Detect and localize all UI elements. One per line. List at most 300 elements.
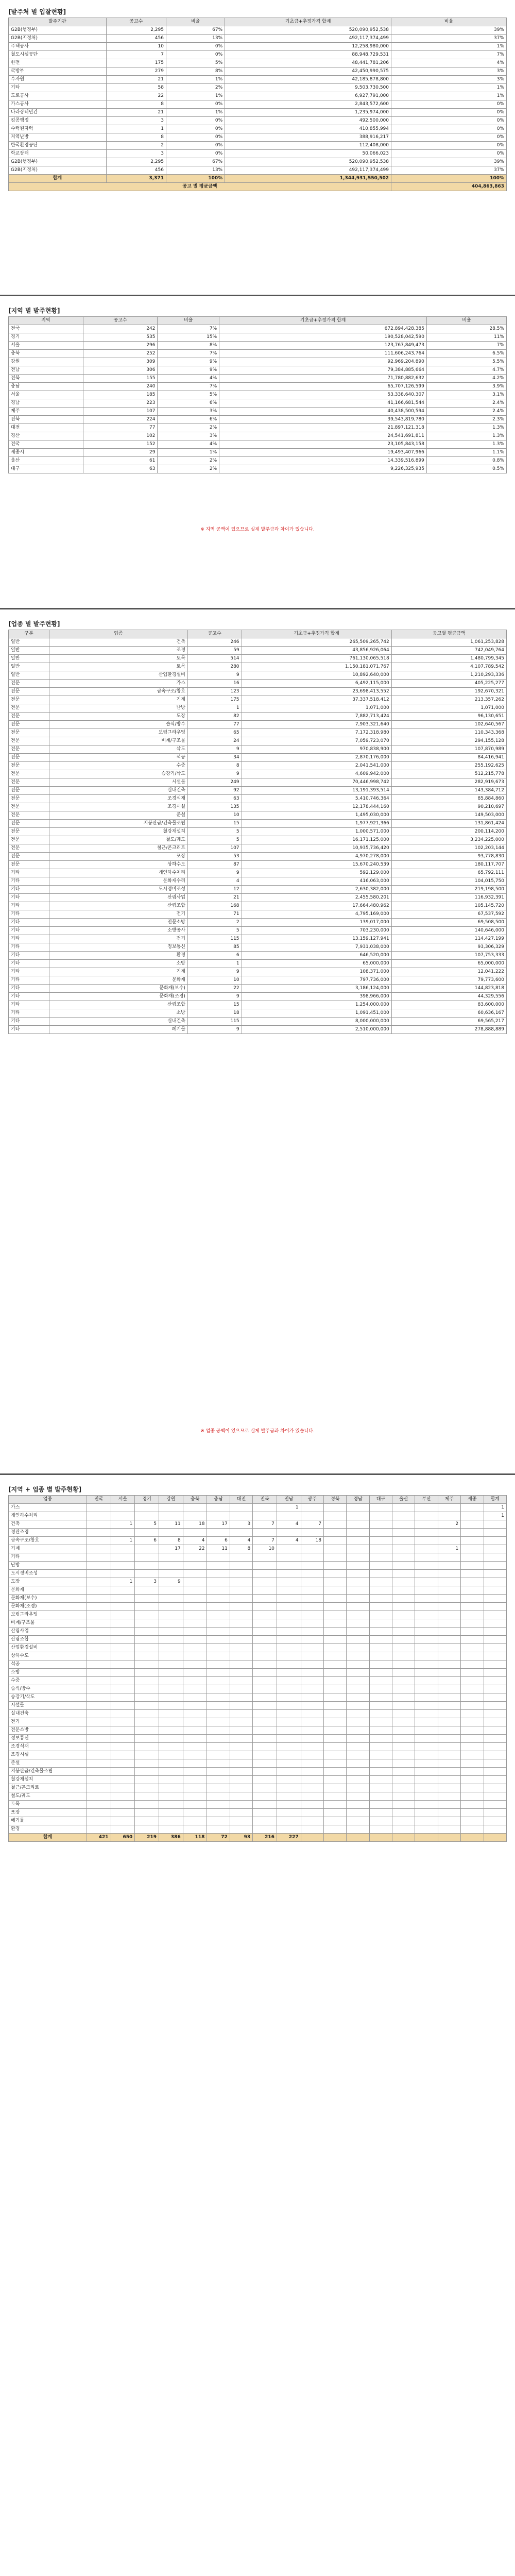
table-cell: 82 — [187, 713, 242, 721]
table-cell — [87, 1768, 111, 1776]
table-cell: 5% — [158, 391, 219, 399]
table-cell: 기계 — [49, 696, 187, 704]
table-cell: 3,234,225,000 — [391, 836, 506, 844]
table-cell — [253, 1718, 277, 1726]
table-cell: 492,117,374,499 — [225, 166, 391, 175]
column-header: 업종 — [49, 630, 187, 638]
table-cell — [277, 1636, 301, 1644]
table-cell — [369, 1685, 392, 1693]
column-header: 부산 — [415, 1496, 438, 1504]
table-cell: 388,916,217 — [225, 133, 391, 142]
table-cell — [111, 1693, 135, 1702]
table-cell — [277, 1545, 301, 1553]
table-cell — [277, 1776, 301, 1784]
table-cell: 107 — [83, 408, 158, 416]
table-cell: 실내건축 — [49, 787, 187, 795]
table-cell — [230, 1776, 252, 1784]
table-cell — [461, 1545, 484, 1553]
table-cell — [415, 1710, 438, 1718]
table-cell — [324, 1776, 347, 1784]
table-cell: 1% — [391, 92, 507, 100]
table-cell — [484, 1603, 506, 1611]
table-cell: 93,778,830 — [391, 853, 506, 861]
table-cell — [461, 1603, 484, 1611]
table-cell: 17 — [159, 1545, 183, 1553]
table-cell — [135, 1768, 159, 1776]
table-cell: 43,856,926,064 — [242, 647, 391, 655]
table-row — [9, 803, 507, 811]
table-cell: 34 — [187, 754, 242, 762]
table-cell: 폐기물 — [49, 1026, 187, 1034]
table-cell — [392, 1553, 415, 1562]
table-cell — [111, 1809, 135, 1817]
table-cell: 107 — [187, 844, 242, 853]
table-cell — [438, 1611, 460, 1619]
table-cell — [392, 1636, 415, 1644]
table-cell — [230, 1710, 252, 1718]
table-cell — [461, 1520, 484, 1529]
table-cell — [159, 1809, 183, 1817]
table-cell: 110,343,368 — [391, 729, 506, 737]
table-row — [9, 1619, 507, 1628]
table-cell — [324, 1628, 347, 1636]
table-cell: 난방 — [49, 704, 187, 713]
table-cell: 410,855,994 — [225, 125, 391, 133]
table-cell — [230, 1768, 252, 1776]
header-row — [9, 630, 507, 638]
table-cell — [438, 1619, 460, 1628]
table-cell — [438, 1660, 460, 1669]
table-row — [9, 350, 507, 358]
table-cell: 39,543,819,780 — [219, 416, 427, 424]
table-cell — [183, 1512, 207, 1520]
table-cell — [415, 1702, 438, 1710]
total-cell — [347, 1834, 369, 1842]
table-cell — [159, 1825, 183, 1834]
table-cell — [347, 1595, 369, 1603]
table-row — [9, 1718, 507, 1726]
table-cell — [484, 1570, 506, 1578]
table-cell: 3.1% — [426, 391, 506, 399]
table-cell — [392, 1529, 415, 1537]
table-cell — [230, 1586, 252, 1595]
table-cell — [87, 1603, 111, 1611]
table-cell: 주택공사 — [9, 43, 107, 51]
table-cell — [111, 1817, 135, 1825]
table-cell — [253, 1743, 277, 1751]
table-cell: 포장 — [49, 853, 187, 861]
table-cell: 기타 — [9, 927, 49, 935]
table-cell — [87, 1504, 111, 1512]
table-cell: 6% — [158, 416, 219, 424]
table-cell — [183, 1825, 207, 1834]
table-cell: 6,492,115,000 — [242, 680, 391, 688]
table-cell — [253, 1693, 277, 1702]
table-cell: 12,178,444,160 — [242, 803, 391, 811]
column-header: 비율 — [158, 317, 219, 325]
table-cell — [484, 1652, 506, 1660]
table-cell: 2.3% — [426, 416, 506, 424]
table-cell — [135, 1677, 159, 1685]
table-cell: 15 — [187, 820, 242, 828]
table-row — [9, 1685, 507, 1693]
table-cell — [324, 1660, 347, 1669]
table-cell: 4,107,789,542 — [391, 663, 506, 671]
header-row — [9, 1496, 507, 1504]
table-cell — [159, 1726, 183, 1735]
table-cell — [392, 1619, 415, 1628]
table-cell: 준설 — [9, 1759, 87, 1768]
table-cell — [87, 1792, 111, 1801]
table-cell — [415, 1529, 438, 1537]
table-cell: 문화재수리 — [49, 877, 187, 886]
table-cell: 4 — [183, 1537, 207, 1545]
table-cell: 13% — [166, 166, 225, 175]
table-cell — [438, 1578, 460, 1586]
table-cell — [369, 1784, 392, 1792]
table-row — [9, 737, 507, 745]
table-cell — [484, 1537, 506, 1545]
table-cell — [135, 1619, 159, 1628]
total-cell: 합계 — [9, 1834, 87, 1842]
table-cell — [301, 1586, 323, 1595]
table-cell: 48,441,781,206 — [225, 59, 391, 67]
table-cell — [207, 1504, 230, 1512]
table-cell — [111, 1718, 135, 1726]
table-cell — [301, 1628, 323, 1636]
table-cell — [347, 1586, 369, 1595]
table-cell — [392, 1677, 415, 1685]
table-cell — [111, 1611, 135, 1619]
table-row — [9, 166, 507, 175]
table-cell — [183, 1628, 207, 1636]
table-cell — [277, 1685, 301, 1693]
table-cell — [277, 1792, 301, 1801]
table-cell: 18 — [187, 1009, 242, 1018]
table-cell: 63 — [83, 465, 158, 473]
table-row — [9, 1611, 507, 1619]
total-cell: 118 — [183, 1834, 207, 1842]
table-cell — [207, 1710, 230, 1718]
table-row — [9, 704, 507, 713]
table-cell — [484, 1586, 506, 1595]
column-header: 공고수 — [106, 18, 166, 26]
table-cell: 문화재 — [49, 976, 187, 985]
table-cell: 1 — [111, 1520, 135, 1529]
table-cell: 21 — [106, 76, 166, 84]
table-cell: 산림사업 — [49, 894, 187, 902]
table-cell: 0% — [391, 109, 507, 117]
table-cell — [135, 1784, 159, 1792]
table-cell — [87, 1570, 111, 1578]
table-cell: 19,493,407,966 — [219, 449, 427, 457]
table-cell — [159, 1792, 183, 1801]
table-row — [9, 1570, 507, 1578]
table-cell: 24,541,691,811 — [219, 432, 427, 440]
column-header: 대전 — [230, 1496, 252, 1504]
table-cell — [253, 1784, 277, 1792]
table-cell — [277, 1718, 301, 1726]
table-cell — [369, 1562, 392, 1570]
table-cell — [230, 1578, 252, 1586]
table-cell — [461, 1652, 484, 1660]
table-cell — [369, 1718, 392, 1726]
table-cell — [369, 1726, 392, 1735]
table-cell — [207, 1628, 230, 1636]
table-cell — [438, 1702, 460, 1710]
table-cell: 시설물 — [49, 778, 187, 787]
table-cell: 0% — [166, 133, 225, 142]
table-cell: 7,931,038,000 — [242, 943, 391, 952]
table-cell: 17 — [207, 1520, 230, 1529]
table-cell — [301, 1735, 323, 1743]
table-cell — [183, 1619, 207, 1628]
table-cell: 세종시 — [9, 449, 83, 457]
table-cell: 246 — [187, 638, 242, 647]
table-cell: 10 — [253, 1545, 277, 1553]
table-cell: 2% — [158, 457, 219, 465]
table-cell: 1.1% — [426, 449, 506, 457]
table-cell: 42,450,990,575 — [225, 67, 391, 76]
table-cell: 0.5% — [426, 465, 506, 473]
table-cell: 1,061,253,828 — [391, 638, 506, 647]
table-cell — [207, 1825, 230, 1834]
table-cell: 기타 — [9, 84, 107, 92]
table-row — [9, 1504, 507, 1512]
table-cell — [461, 1693, 484, 1702]
table-cell — [135, 1743, 159, 1751]
table-cell: 65,000,000 — [242, 960, 391, 968]
table-cell: 8 — [187, 762, 242, 770]
table-cell: 기타 — [9, 1009, 49, 1018]
table-cell — [369, 1776, 392, 1784]
table-cell — [207, 1817, 230, 1825]
table-cell — [277, 1677, 301, 1685]
table-cell — [324, 1809, 347, 1817]
table-cell: 승강기/삭도 — [9, 1693, 87, 1702]
table-cell — [301, 1512, 323, 1520]
total-cell — [438, 1834, 460, 1842]
table-cell — [347, 1693, 369, 1702]
table-cell — [277, 1759, 301, 1768]
table-cell: 40,438,500,594 — [219, 408, 427, 416]
table-cell — [392, 1710, 415, 1718]
table-cell — [484, 1660, 506, 1669]
total-cell — [369, 1834, 392, 1842]
table-cell: 83,600,000 — [391, 1001, 506, 1009]
table-cell: 강원 — [9, 358, 83, 366]
table-cell — [484, 1792, 506, 1801]
table-cell — [415, 1693, 438, 1702]
table-cell: 5,410,746,364 — [242, 795, 391, 803]
table-cell — [347, 1759, 369, 1768]
table-cell — [159, 1603, 183, 1611]
table-cell — [369, 1603, 392, 1611]
table-cell — [135, 1603, 159, 1611]
table-cell — [461, 1702, 484, 1710]
table-cell — [87, 1619, 111, 1628]
table-cell — [111, 1644, 135, 1652]
table-cell — [183, 1776, 207, 1784]
table-cell — [438, 1693, 460, 1702]
table-cell: 111,606,243,764 — [219, 350, 427, 358]
table-cell — [207, 1768, 230, 1776]
table-cell — [87, 1801, 111, 1809]
table-cell — [415, 1718, 438, 1726]
table-cell: 전국 — [9, 440, 83, 449]
table-row — [9, 1817, 507, 1825]
table-cell: 3% — [158, 408, 219, 416]
column-header: 울산 — [392, 1496, 415, 1504]
table-cell: 4,970,278,000 — [242, 853, 391, 861]
table-row — [9, 1677, 507, 1685]
table-cell — [415, 1644, 438, 1652]
table-cell — [253, 1677, 277, 1685]
table-row — [9, 150, 507, 158]
table-cell — [461, 1825, 484, 1834]
table-cell: 정보통신 — [49, 943, 187, 952]
table-cell — [159, 1652, 183, 1660]
table-cell — [87, 1693, 111, 1702]
table-cell — [277, 1595, 301, 1603]
table-cell: 기타 — [9, 1018, 49, 1026]
table-cell — [253, 1586, 277, 1595]
table-cell — [253, 1570, 277, 1578]
table-cell: 24 — [187, 737, 242, 745]
table-cell — [253, 1619, 277, 1628]
table-cell: 금속구조/창호 — [9, 1537, 87, 1545]
table-cell — [324, 1553, 347, 1562]
table-cell: 기타 — [9, 1026, 49, 1034]
table-cell — [183, 1504, 207, 1512]
table-cell — [392, 1809, 415, 1817]
table-cell: 7 — [253, 1520, 277, 1529]
table-row — [9, 1768, 507, 1776]
table-cell: 2 — [438, 1520, 460, 1529]
table-cell: 1,071,000 — [242, 704, 391, 713]
table-row — [9, 680, 507, 688]
table-cell — [87, 1751, 111, 1759]
table-cell — [87, 1537, 111, 1545]
table-cell — [438, 1603, 460, 1611]
table-cell: 0% — [391, 150, 507, 158]
table-cell — [183, 1702, 207, 1710]
table-cell: 0% — [391, 100, 507, 109]
table-cell — [230, 1644, 252, 1652]
table-cell — [369, 1611, 392, 1619]
table-row — [9, 688, 507, 696]
table-cell — [111, 1660, 135, 1669]
table-cell: 수자원 — [9, 76, 107, 84]
table-cell: 전문 — [9, 680, 49, 688]
table-cell: 기타 — [9, 1001, 49, 1009]
table-cell: 200,114,200 — [391, 828, 506, 836]
table-row — [9, 1784, 507, 1792]
table-cell — [301, 1619, 323, 1628]
table-cell — [183, 1751, 207, 1759]
table-cell — [324, 1784, 347, 1792]
table-cell — [159, 1669, 183, 1677]
table-cell — [87, 1520, 111, 1529]
table-cell: 102,640,567 — [391, 721, 506, 729]
table-cell: 224 — [83, 416, 158, 424]
table-cell — [461, 1570, 484, 1578]
table-cell: 8% — [166, 67, 225, 76]
table-cell — [87, 1562, 111, 1570]
table-cell: 8 — [106, 100, 166, 109]
column-header: 기초금+추정가격 합계 — [219, 317, 427, 325]
table-cell — [159, 1784, 183, 1792]
table-cell — [438, 1595, 460, 1603]
table-cell: 65,000,000 — [391, 960, 506, 968]
table-cell — [438, 1759, 460, 1768]
table-cell — [369, 1751, 392, 1759]
table-cell: 77 — [187, 721, 242, 729]
table-row — [9, 1735, 507, 1743]
table-cell: 비계/구조물 — [49, 737, 187, 745]
table-cell: 산림조합 — [49, 902, 187, 910]
table-cell — [369, 1801, 392, 1809]
table-cell: 석공 — [49, 754, 187, 762]
table-cell: 5 — [187, 927, 242, 935]
table-cell — [324, 1693, 347, 1702]
table-cell — [159, 1553, 183, 1562]
table-cell: 토목 — [9, 1801, 87, 1809]
table-cell: 96,130,651 — [391, 713, 506, 721]
divider — [0, 1473, 515, 1475]
table-cell — [277, 1825, 301, 1834]
table-cell: 기타 — [9, 985, 49, 993]
table-cell: G2B(행정부) — [9, 158, 107, 166]
table-cell — [461, 1718, 484, 1726]
table-cell: 9 — [159, 1578, 183, 1586]
table-cell: 1,071,000 — [391, 704, 506, 713]
table-cell — [183, 1784, 207, 1792]
table-cell — [324, 1570, 347, 1578]
table-cell: 9,503,730,500 — [225, 84, 391, 92]
table-cell — [277, 1570, 301, 1578]
column-header: 비율 — [166, 18, 225, 26]
table-cell — [324, 1603, 347, 1611]
table-cell: 50,066,023 — [225, 150, 391, 158]
column-header: 기초금+추정가격 합계 — [225, 18, 391, 26]
table-cell: 15,670,240,539 — [242, 861, 391, 869]
table-cell: 2,843,572,600 — [225, 100, 391, 109]
column-header: 충남 — [207, 1496, 230, 1504]
table-cell: 5 — [135, 1520, 159, 1529]
table-row — [9, 1710, 507, 1718]
table-cell — [324, 1702, 347, 1710]
table-cell — [111, 1677, 135, 1685]
divider — [0, 608, 515, 609]
total-cell: 650 — [111, 1834, 135, 1842]
table-cell: 9 — [187, 745, 242, 754]
table-cell — [183, 1529, 207, 1537]
table-cell: 보링그라우팅 — [9, 1611, 87, 1619]
table-cell: 12,258,980,000 — [225, 43, 391, 51]
table-cell: 2.4% — [426, 399, 506, 408]
table-cell — [461, 1504, 484, 1512]
table-row — [9, 1628, 507, 1636]
table-cell: 기타 — [9, 943, 49, 952]
table-cell: 문화재(보수) — [9, 1595, 87, 1603]
table-cell — [347, 1768, 369, 1776]
table-cell — [324, 1611, 347, 1619]
table-cell: 192,670,321 — [391, 688, 506, 696]
table-cell — [111, 1685, 135, 1693]
table-cell — [369, 1735, 392, 1743]
table-cell: 85,884,860 — [391, 795, 506, 803]
